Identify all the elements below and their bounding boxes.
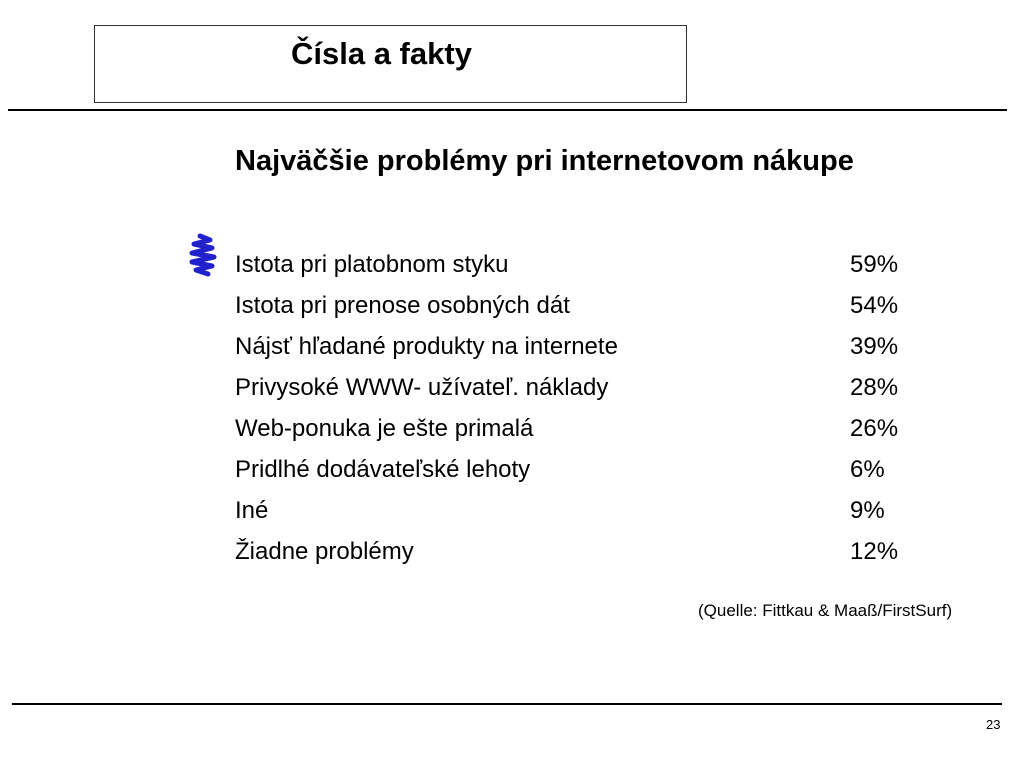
item-value: 9% bbox=[850, 497, 885, 524]
scribble-bullet-icon bbox=[186, 232, 222, 278]
list-item bbox=[235, 248, 935, 289]
item-value: 12% bbox=[850, 538, 899, 565]
list-item bbox=[235, 535, 935, 576]
title-box bbox=[94, 25, 687, 103]
page-number: 23 bbox=[986, 717, 1001, 732]
item-value: 28% bbox=[850, 374, 899, 401]
item-value: 54% bbox=[850, 292, 899, 319]
list-item bbox=[235, 330, 935, 371]
list-item bbox=[235, 289, 935, 330]
item-label: Pridlhé dodávateľské lehoty bbox=[235, 456, 531, 483]
item-label: Web-ponuka je ešte primalá bbox=[235, 415, 534, 442]
list-item bbox=[235, 412, 935, 453]
top-divider bbox=[8, 109, 1007, 111]
bottom-divider bbox=[12, 703, 1002, 705]
item-label: Nájsť hľadané produkty na internete bbox=[235, 333, 618, 360]
item-value: 39% bbox=[850, 333, 899, 360]
slide-title: Čísla a fakty bbox=[291, 36, 472, 71]
list-item bbox=[235, 453, 935, 494]
item-label: Privysoké WWW- užívateľ. náklady bbox=[235, 374, 609, 401]
source-citation: (Quelle: Fittkau & Maaß/FirstSurf) bbox=[698, 601, 953, 620]
list-item bbox=[235, 494, 935, 535]
item-label: Žiadne problémy bbox=[235, 538, 414, 565]
item-label: Istota pri prenose osobných dát bbox=[235, 292, 570, 319]
section-heading: Najväčšie problémy pri internetovom nákupe bbox=[235, 145, 854, 177]
item-label: Istota pri platobnom styku bbox=[235, 251, 509, 278]
item-value: 6% bbox=[850, 456, 885, 483]
list-item bbox=[235, 371, 935, 412]
item-label: Iné bbox=[235, 497, 269, 524]
item-value: 59% bbox=[850, 251, 899, 278]
problems-list bbox=[235, 248, 935, 576]
item-value: 26% bbox=[850, 415, 899, 442]
scribble-stroke bbox=[192, 236, 214, 274]
